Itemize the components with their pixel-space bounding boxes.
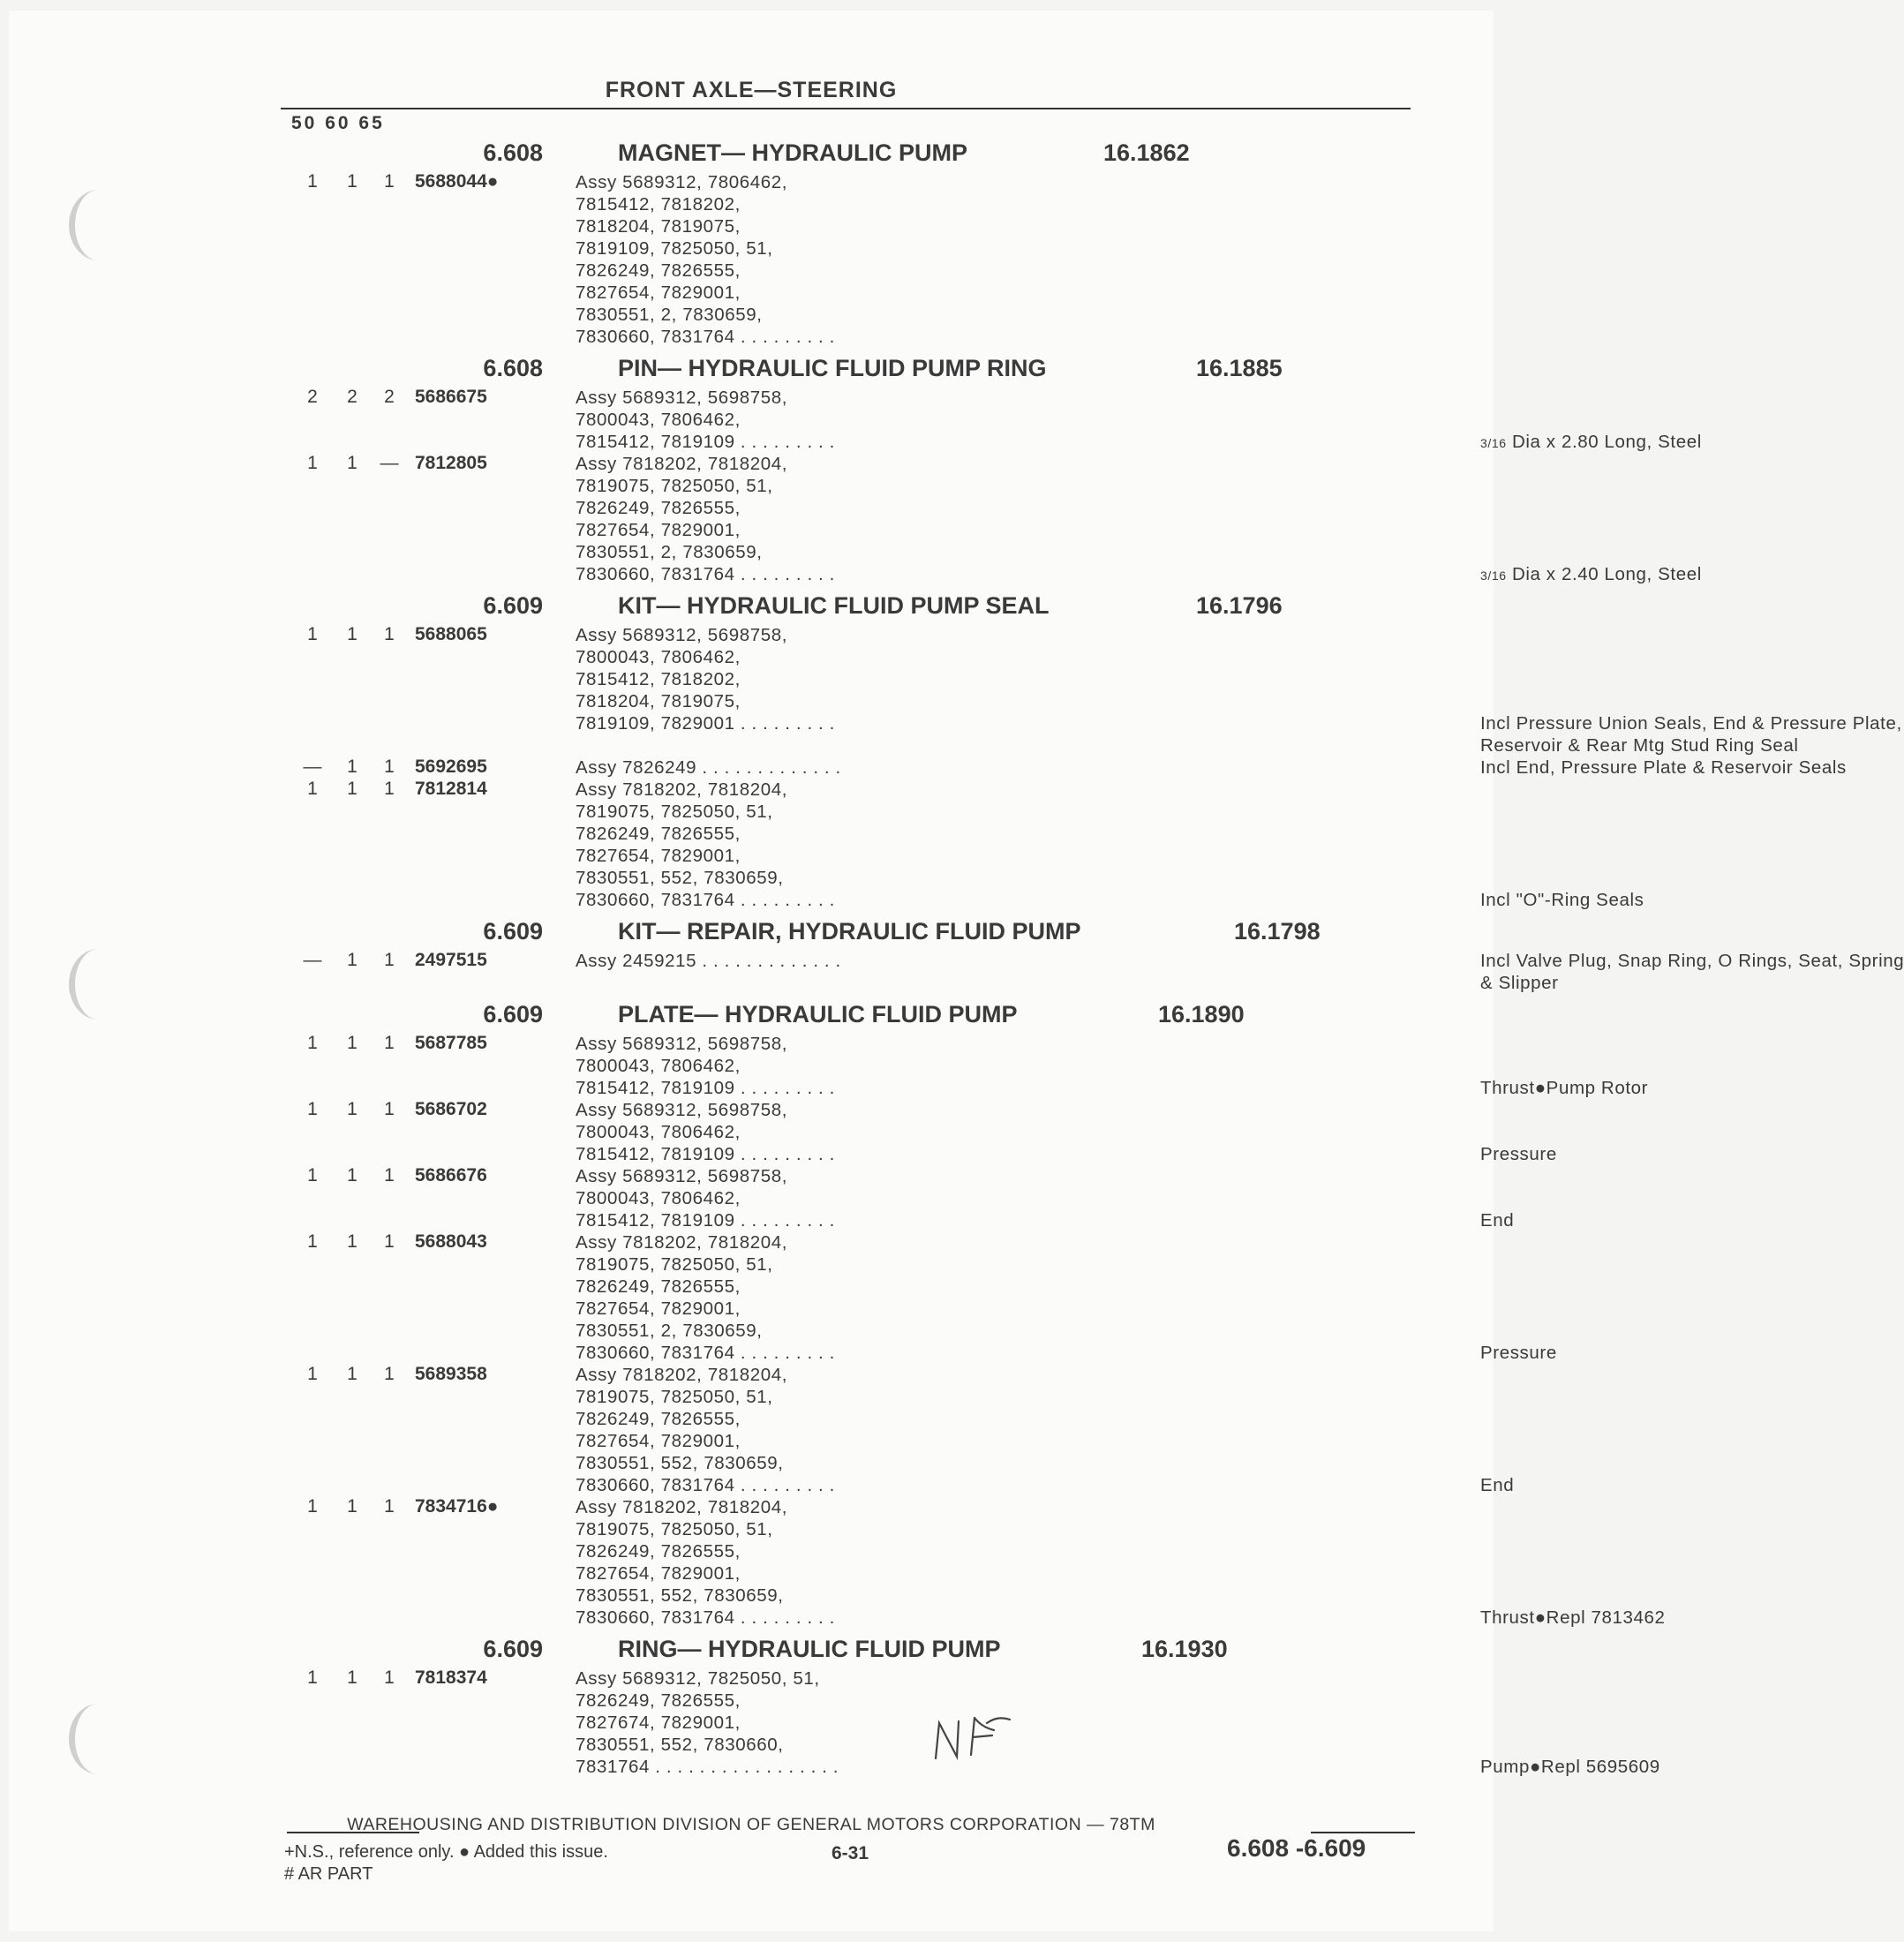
note-text: Incl "O"-Ring Seals — [1480, 890, 1644, 910]
quantity-model-50: 1 — [307, 1496, 318, 1517]
usage-line — [576, 889, 1644, 911]
usage-line — [576, 756, 1847, 779]
part-number: 5686675 — [415, 387, 487, 407]
quantity-model-50: 1 — [307, 624, 318, 644]
quantity-model-65: 1 — [384, 779, 395, 799]
part-number: 5688043 — [415, 1231, 487, 1252]
note-text: & Slipper — [1480, 973, 1559, 993]
quantity-model-50: 1 — [307, 453, 318, 473]
usage-text: 7827674, 7829001, — [576, 1712, 741, 1733]
usage-list — [576, 1165, 1515, 1231]
usage-line — [576, 712, 1902, 734]
quantity-model-60: 1 — [347, 1099, 357, 1119]
quantity-model-50: 1 — [307, 1099, 318, 1119]
header-rule — [281, 108, 1411, 109]
quantity-model-65: 1 — [384, 950, 395, 970]
usage-line — [576, 519, 1502, 541]
usage-line — [576, 541, 1502, 563]
usage-text: 7819075, 7825050, 51, — [576, 1519, 773, 1539]
quantity-model-60: 2 — [347, 387, 357, 407]
usage-list — [576, 387, 1702, 453]
quantity-model-65: 1 — [384, 1364, 395, 1384]
quantity-model-60: 1 — [347, 779, 357, 799]
usage-text: Assy 7826249 . . . . . . . . . . . . . — [576, 757, 841, 778]
usage-text: 7830660, 7831764 . . . . . . . . . — [576, 1607, 835, 1628]
part-note — [1480, 972, 1559, 994]
usage-line — [576, 1474, 1515, 1496]
part-number: 7834716● — [415, 1496, 499, 1517]
usage-line — [576, 453, 1502, 475]
part-number: 5688065 — [415, 624, 487, 644]
quantity-model-50: 1 — [307, 1231, 318, 1252]
usage-text: Assy 7818202, 7818204, — [576, 1365, 788, 1385]
part-entry — [0, 1496, 1666, 1629]
usage-line — [576, 1231, 1502, 1253]
usage-line — [576, 1430, 1502, 1452]
usage-line — [576, 1298, 1502, 1320]
usage-text: 7826249, 7826555, — [576, 1276, 741, 1297]
fraction: 3/16 — [1480, 436, 1507, 450]
usage-list — [576, 1364, 1515, 1496]
section-header — [0, 1634, 1502, 1667]
usage-text: 7826249, 7826555, — [576, 1409, 741, 1429]
note-text: Thrust●Pump Rotor — [1480, 1078, 1649, 1098]
usage-line — [576, 624, 1502, 646]
usage-list — [576, 950, 1904, 994]
usage-text: 7815412, 7818202, — [576, 669, 741, 689]
part-note — [1480, 950, 1904, 972]
usage-line — [576, 1276, 1502, 1298]
usage-text: 7827654, 7829001, — [576, 282, 741, 303]
part-note — [1480, 1342, 1557, 1364]
usage-text: 7800043, 7806462, — [576, 410, 741, 430]
quantity-model-65: 1 — [384, 1033, 395, 1053]
part-entry — [0, 1364, 1515, 1496]
part-note — [1480, 1607, 1666, 1629]
quantity-model-50: 2 — [307, 387, 318, 407]
quantity-model-50: 1 — [307, 171, 318, 192]
usage-line — [576, 646, 1502, 668]
quantity-model-60: 1 — [347, 950, 357, 970]
usage-text: 7800043, 7806462, — [576, 1188, 741, 1208]
usage-text: 7800043, 7806462, — [576, 1056, 741, 1076]
part-number: 5692695 — [415, 756, 487, 777]
usage-line — [576, 1562, 1502, 1584]
usage-line — [576, 668, 1502, 690]
group-code: 16.1890 — [1158, 1001, 1245, 1027]
usage-line — [576, 193, 1502, 215]
quantity-model-50: 1 — [307, 1033, 318, 1053]
part-entry — [0, 1231, 1557, 1364]
usage-line — [576, 823, 1502, 845]
usage-text: 7831764 . . . . . . . . . . . . . . . . . — [576, 1757, 839, 1777]
usage-list — [576, 1667, 1660, 1778]
usage-text: 7830660, 7831764 . . . . . . . . . — [576, 1475, 835, 1495]
usage-text: 7819075, 7825050, 51, — [576, 1387, 773, 1407]
quantity-model-65: 1 — [384, 756, 395, 777]
usage-line — [576, 282, 1502, 304]
usage-line — [576, 1253, 1502, 1276]
footer-legend-ar: # AR PART — [284, 1864, 373, 1884]
group-code: 16.1930 — [1141, 1636, 1228, 1662]
usage-text: 7827654, 7829001, — [576, 1298, 741, 1319]
usage-line — [576, 237, 1502, 260]
usage-line — [576, 1209, 1515, 1231]
usage-text: 7830660, 7831764 . . . . . . . . . — [576, 890, 835, 910]
part-note — [1480, 889, 1644, 911]
quantity-model-65: 1 — [384, 624, 395, 644]
quantity-model-60: 1 — [347, 453, 357, 473]
usage-line — [576, 845, 1502, 867]
usage-text: 7830660, 7831764 . . . . . . . . . — [576, 564, 835, 584]
section-description: PLATE— HYDRAULIC FLUID PUMP — [618, 1001, 1018, 1027]
usage-text: 7830660, 7831764 . . . . . . . . . — [576, 327, 835, 347]
usage-text: 7819075, 7825050, 51, — [576, 476, 773, 496]
usage-line — [576, 1734, 1502, 1756]
part-number: 5686702 — [415, 1099, 487, 1119]
usage-text: Assy 5689312, 5698758, — [576, 1100, 788, 1120]
quantity-model-60: 1 — [347, 624, 357, 644]
section-header — [0, 999, 1502, 1033]
usage-text: 7827654, 7829001, — [576, 1431, 741, 1451]
part-note — [1480, 1474, 1514, 1496]
usage-list — [576, 756, 1847, 779]
usage-line — [576, 1121, 1502, 1143]
section-header — [0, 916, 1502, 950]
note-text: End — [1480, 1210, 1515, 1231]
part-note — [1480, 431, 1702, 455]
usage-line — [576, 1607, 1666, 1629]
usage-line — [576, 1055, 1502, 1077]
note-text: Incl Valve Plug, Snap Ring, O Rings, Seat, Spring — [1480, 951, 1904, 971]
handwritten-annotation — [929, 1704, 1026, 1774]
part-number: 5687785 — [415, 1033, 487, 1053]
note-text: Thrust●Repl 7813462 — [1480, 1607, 1666, 1628]
usage-text: 7830551, 552, 7830659, — [576, 868, 784, 888]
part-entry — [0, 1033, 1649, 1099]
quantity-model-65: — — [380, 453, 399, 473]
usage-list — [576, 624, 1902, 756]
note-text: Pressure — [1480, 1144, 1557, 1164]
usage-list — [576, 1099, 1557, 1165]
usage-text: 7826249, 7826555, — [576, 1690, 741, 1711]
usage-line — [576, 497, 1502, 519]
usage-text: 7819075, 7825050, 51, — [576, 1254, 773, 1275]
section-description: PIN— HYDRAULIC FLUID PUMP RING — [618, 355, 1047, 381]
usage-text: 7830551, 2, 7830659, — [576, 1321, 763, 1341]
part-number: 5688044● — [415, 171, 499, 192]
usage-line — [576, 1320, 1502, 1342]
usage-line — [576, 1364, 1502, 1386]
figure-number: 6.609 — [483, 1001, 543, 1027]
figure-number: 6.608 — [483, 139, 543, 166]
usage-text: 7830551, 552, 7830659, — [576, 1453, 784, 1473]
part-note — [1480, 756, 1847, 779]
page-range: 6.608 -6.609 — [1227, 1834, 1366, 1862]
usage-line — [576, 1667, 1502, 1690]
section-description: RING— HYDRAULIC FLUID PUMP — [618, 1636, 1001, 1662]
usage-line — [576, 779, 1502, 801]
section-description: KIT— HYDRAULIC FLUID PUMP SEAL — [618, 592, 1050, 619]
section-header — [0, 353, 1502, 387]
note-text: Reservoir & Rear Mtg Stud Ring Seal — [1480, 735, 1799, 756]
usage-line — [576, 563, 1702, 585]
usage-text: Assy 5689312, 7806462, — [576, 172, 788, 192]
usage-line — [576, 1143, 1557, 1165]
footer-legend: +N.S., reference only. ● Added this issue. — [284, 1842, 608, 1862]
usage-text: 7830551, 2, 7830659, — [576, 305, 763, 325]
usage-list — [576, 1231, 1557, 1364]
usage-line — [576, 1452, 1502, 1474]
usage-line — [576, 326, 1502, 348]
page-number: 6-31 — [832, 1843, 869, 1863]
part-number: 7812805 — [415, 453, 487, 473]
part-number: 7812814 — [415, 779, 487, 799]
usage-text: Assy 7818202, 7818204, — [576, 779, 788, 800]
group-code: 16.1796 — [1196, 592, 1283, 619]
figure-number: 6.608 — [483, 355, 543, 381]
usage-text: Assy 5689312, 7825050, 51, — [576, 1668, 820, 1689]
usage-line — [576, 215, 1502, 237]
usage-text: 7830551, 2, 7830659, — [576, 542, 763, 562]
usage-text: 7826249, 7826555, — [576, 498, 741, 518]
usage-line — [576, 1584, 1502, 1607]
usage-line — [576, 734, 1799, 756]
usage-text: 7800043, 7806462, — [576, 647, 741, 667]
quantity-model-50: — — [303, 756, 322, 777]
usage-line — [576, 972, 1559, 994]
usage-line — [576, 1386, 1502, 1408]
usage-text: Assy 7818202, 7818204, — [576, 454, 788, 474]
part-note — [1480, 1209, 1514, 1231]
usage-text: 7818204, 7819075, — [576, 216, 741, 237]
note-text: Pressure — [1480, 1343, 1557, 1363]
part-note — [1480, 734, 1799, 756]
usage-text: Assy 5689312, 5698758, — [576, 388, 788, 408]
usage-line — [576, 950, 1904, 972]
usage-line — [576, 431, 1702, 453]
part-entry — [0, 1099, 1557, 1165]
usage-text: 7815412, 7819109 . . . . . . . . . — [576, 1078, 835, 1098]
usage-line — [576, 1099, 1502, 1121]
part-number: 5686676 — [415, 1165, 487, 1186]
footer-publisher: WAREHOUSING AND DISTRIBUTION DIVISION OF GENERAL MOTORS CORPORATION — 78TM — [347, 1815, 1155, 1834]
usage-line — [576, 1408, 1502, 1430]
usage-text: Assy 2459215 . . . . . . . . . . . . . — [576, 951, 841, 971]
usage-list — [576, 1033, 1649, 1099]
usage-line — [576, 409, 1502, 431]
usage-text: 7800043, 7806462, — [576, 1122, 741, 1142]
part-note — [1480, 563, 1702, 587]
note-text: Dia x 2.80 Long, Steel — [1506, 432, 1702, 452]
usage-text: 7815412, 7819109 . . . . . . . . . — [576, 432, 835, 452]
usage-text: 7830551, 552, 7830660, — [576, 1735, 784, 1755]
quantity-model-50: 1 — [307, 1364, 318, 1384]
part-note — [1480, 1077, 1648, 1099]
note-text: Incl End, Pressure Plate & Reservoir Seals — [1480, 757, 1847, 778]
part-number: 2497515 — [415, 950, 487, 970]
quantity-model-60: 1 — [347, 1496, 357, 1517]
usage-text: Assy 5689312, 5698758, — [576, 1034, 788, 1054]
part-entry — [0, 1165, 1515, 1231]
quantity-model-50: — — [303, 950, 322, 970]
usage-text: 7818204, 7819075, — [576, 691, 741, 711]
usage-text: 7830660, 7831764 . . . . . . . . . — [576, 1343, 835, 1363]
usage-line — [576, 1690, 1502, 1712]
quantity-model-60: 1 — [347, 1364, 357, 1384]
usage-line — [576, 1756, 1660, 1778]
model-columns-header: 50 60 65 — [291, 113, 385, 133]
part-number: 7818374 — [415, 1667, 487, 1688]
quantity-model-60: 1 — [347, 171, 357, 192]
part-entry — [0, 453, 1702, 585]
part-note — [1480, 1143, 1557, 1165]
usage-line — [576, 475, 1502, 497]
usage-line — [576, 304, 1502, 326]
usage-line — [576, 1342, 1557, 1364]
quantity-model-65: 2 — [384, 387, 395, 407]
group-code: 16.1798 — [1234, 918, 1321, 945]
usage-line — [576, 1077, 1649, 1099]
usage-line — [576, 867, 1502, 889]
section-description: MAGNET— HYDRAULIC PUMP — [618, 139, 967, 166]
usage-line — [576, 171, 1502, 193]
part-entry — [0, 950, 1904, 994]
usage-line — [576, 1033, 1502, 1055]
usage-line — [576, 1187, 1502, 1209]
usage-line — [576, 1540, 1502, 1562]
section-header — [0, 138, 1502, 171]
usage-text: 7819075, 7825050, 51, — [576, 802, 773, 822]
quantity-model-60: 1 — [347, 1165, 357, 1186]
figure-number: 6.609 — [483, 592, 543, 619]
quantity-model-60: 1 — [347, 1231, 357, 1252]
usage-line — [576, 1496, 1502, 1518]
usage-line — [576, 1712, 1502, 1734]
quantity-model-65: 1 — [384, 1496, 395, 1517]
usage-line — [576, 1518, 1502, 1540]
quantity-model-65: 1 — [384, 1667, 395, 1688]
quantity-model-50: 1 — [307, 1165, 318, 1186]
usage-line — [576, 1165, 1502, 1187]
usage-line — [576, 801, 1502, 823]
group-code: 16.1885 — [1196, 355, 1283, 381]
part-entry — [0, 1667, 1660, 1778]
section-description: KIT— REPAIR, HYDRAULIC FLUID PUMP — [618, 918, 1081, 945]
quantity-model-65: 1 — [384, 1231, 395, 1252]
usage-text: 7827654, 7829001, — [576, 1563, 741, 1584]
note-text: End — [1480, 1475, 1515, 1495]
part-entry — [0, 171, 1502, 348]
quantity-model-50: 1 — [307, 1667, 318, 1688]
part-entry — [0, 624, 1902, 756]
usage-text: 7819109, 7825050, 51, — [576, 238, 773, 259]
section-header — [0, 591, 1502, 624]
usage-text: Assy 7818202, 7818204, — [576, 1497, 788, 1517]
part-number: 5689358 — [415, 1364, 487, 1384]
usage-text: 7819109, 7829001 . . . . . . . . . — [576, 713, 835, 734]
quantity-model-60: 1 — [347, 756, 357, 777]
usage-list — [576, 453, 1702, 585]
usage-text: Assy 7818202, 7818204, — [576, 1232, 788, 1253]
fraction: 3/16 — [1480, 568, 1507, 583]
quantity-model-65: 1 — [384, 171, 395, 192]
quantity-model-60: 1 — [347, 1667, 357, 1688]
usage-text: Assy 5689312, 5698758, — [576, 625, 788, 645]
part-note — [1480, 712, 1902, 734]
usage-text: 7826249, 7826555, — [576, 824, 741, 844]
note-text: Incl Pressure Union Seals, End & Pressure Plate, — [1480, 713, 1902, 734]
usage-line — [576, 260, 1502, 282]
figure-number: 6.609 — [483, 1636, 543, 1662]
usage-list — [576, 1496, 1666, 1629]
note-text: Pump●Repl 5695609 — [1480, 1757, 1660, 1777]
usage-text: 7826249, 7826555, — [576, 260, 741, 281]
usage-text: 7827654, 7829001, — [576, 520, 741, 540]
usage-text: 7815412, 7818202, — [576, 194, 741, 215]
figure-number: 6.609 — [483, 918, 543, 945]
parts-list — [0, 132, 1904, 1778]
usage-text: 7830551, 552, 7830659, — [576, 1585, 784, 1606]
part-note — [1480, 1756, 1660, 1778]
part-entry — [0, 779, 1644, 911]
part-entry — [0, 756, 1847, 779]
usage-text: 7827654, 7829001, — [576, 846, 741, 866]
usage-text: 7815412, 7819109 . . . . . . . . . — [576, 1144, 835, 1164]
usage-text: 7826249, 7826555, — [576, 1541, 741, 1562]
page-title: FRONT AXLE—STEERING — [605, 78, 898, 102]
usage-list — [576, 171, 1502, 348]
quantity-model-50: 1 — [307, 779, 318, 799]
quantity-model-65: 1 — [384, 1165, 395, 1186]
note-text: Dia x 2.40 Long, Steel — [1506, 564, 1702, 584]
group-code: 16.1862 — [1103, 139, 1190, 166]
usage-list — [576, 779, 1644, 911]
usage-text: Assy 5689312, 5698758, — [576, 1166, 788, 1186]
quantity-model-65: 1 — [384, 1099, 395, 1119]
part-entry — [0, 387, 1702, 453]
usage-line — [576, 690, 1502, 712]
usage-line — [576, 387, 1502, 409]
usage-text: 7815412, 7819109 . . . . . . . . . — [576, 1210, 835, 1231]
quantity-model-60: 1 — [347, 1033, 357, 1053]
